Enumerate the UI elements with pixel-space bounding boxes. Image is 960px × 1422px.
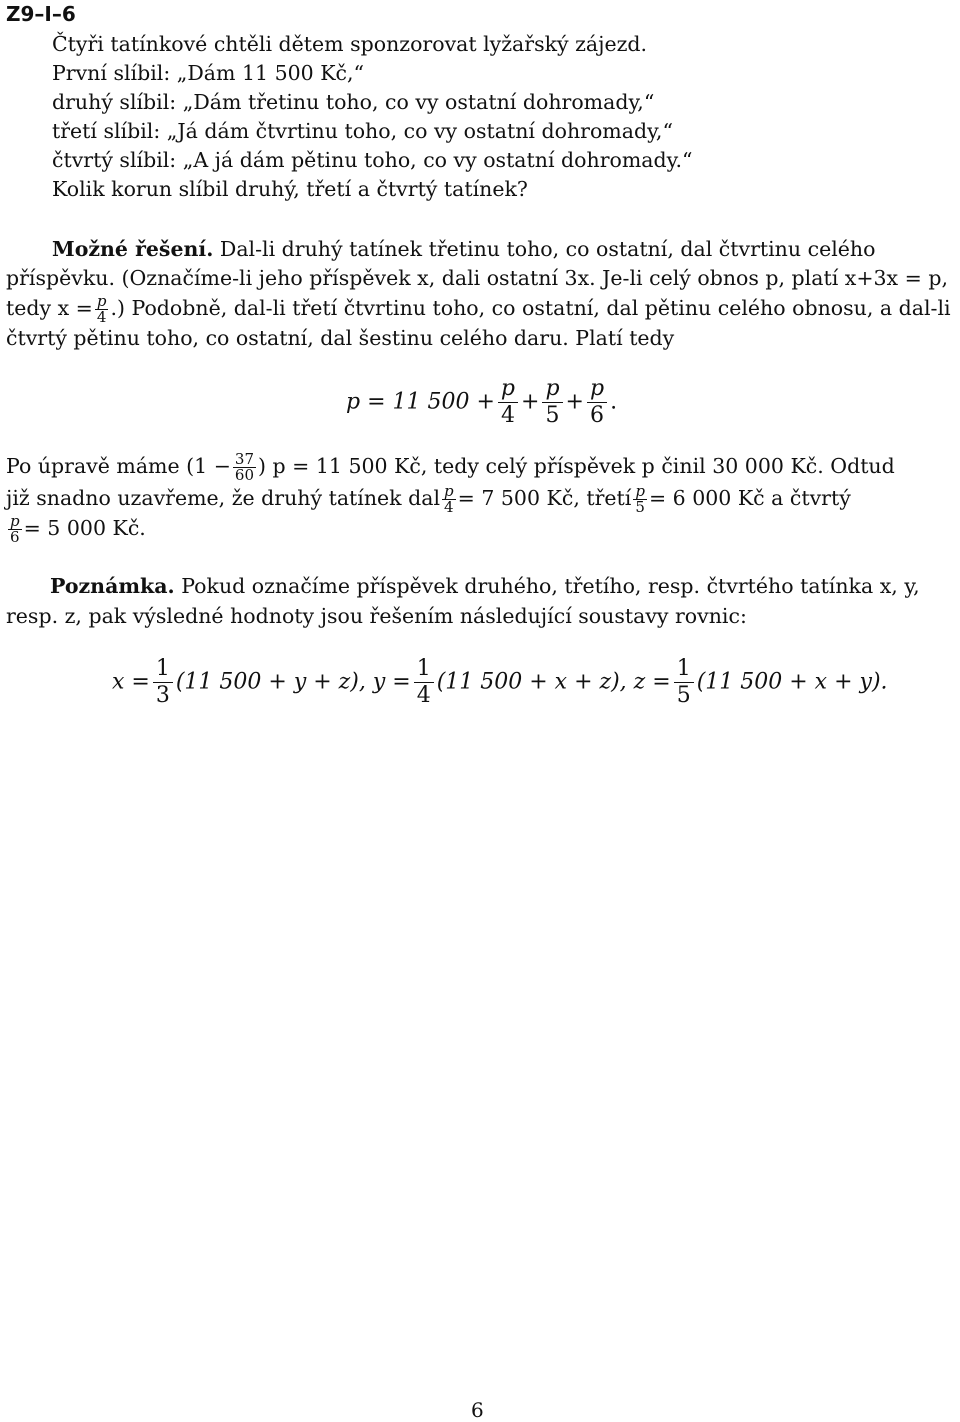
note-line-1: Poznámka. Pokud označíme příspěvek druhého, třetího, resp. čtvrtého tatínka x, y, xyxy=(50,574,920,598)
fraction-p-over-5: $\frac{p}{5}$ xyxy=(635,482,645,516)
fraction-p-over-4: $\frac{p}{4}$ xyxy=(498,376,518,429)
fraction-1-over-3: $\frac{1}{3}$ xyxy=(153,656,173,709)
solution-line-1 xyxy=(52,235,875,263)
solution-text-3a: tedy x = xyxy=(6,296,93,320)
problem-heading: Z9–I–6 xyxy=(6,2,76,26)
problem-line-4: třetí slíbil: „Já dám čtvrtinu toho, co vy ostatní dohromady,“ xyxy=(52,119,673,143)
solution-text-1: Dal-li druhý tatínek třetinu toho, co ostatní, dal čtvrtinu celého xyxy=(219,237,876,261)
fraction-p-over-6: $\frac{p}{6}$ xyxy=(587,376,607,429)
fraction-p-over-6: $\frac{p}{6}$ xyxy=(10,512,20,546)
solution-label: Možné řešení. xyxy=(52,237,214,261)
fraction-p-over-5: $\frac{p}{5}$ xyxy=(542,376,562,429)
result-line-2: již snadno uzavřeme, že druhý tatínek dal $\frac{p}{4}$ = 7 500 Kč, třetí $\frac{p}{5}$ = 6 000 Kč a čtvrtý xyxy=(6,482,851,516)
problem-line-2: První slíbil: „Dám 11 500 Kč,“ xyxy=(52,61,365,85)
problem-line-3: druhý slíbil: „Dám třetinu toho, co vy ostatní dohromady,“ xyxy=(52,90,655,114)
problem-line-5: čtvrtý slíbil: „A já dám pětinu toho, co vy ostatní dohromady.“ xyxy=(52,148,693,172)
problem-line-1: Čtyři tatínkové chtěli dětem sponzorovat lyžařský zájezd. xyxy=(52,32,648,56)
solution-line-3 xyxy=(6,294,951,325)
fraction-37-over-60: $\frac{37}{60}$ xyxy=(234,450,254,484)
page-number: 6 xyxy=(471,1398,484,1422)
result-line-3: $\frac{p}{6}$ = 5 000 Kč. xyxy=(10,512,146,546)
solution-line-4: čtvrtý pětinu toho, co ostatní, dal šestinu celého daru. Platí tedy xyxy=(6,326,675,350)
fraction-p-over-4: $\frac{p}{4}$ xyxy=(444,482,454,516)
result-line-1: Po úpravě máme (1 − $\frac{37}{60}$ ) p = 11 500 Kč, tedy celý příspěvek p činil 30 000 Kč. Odtud xyxy=(6,450,895,484)
fraction-1-over-4: $\frac{1}{4}$ xyxy=(414,656,434,709)
equation-total: p = 11 500 + $\frac{p}{4}$ + $\frac{p}{5}$ + $\frac{p}{6}$ . xyxy=(346,376,618,428)
note-label: Poznámka. xyxy=(50,574,175,598)
problem-question: Kolik korun slíbil druhý, třetí a čtvrtý tatínek? xyxy=(52,177,528,201)
solution-text-3b: .) Podobně, dal-li třetí čtvrtinu toho, co ostatní, dal pětinu celého obnosu, a dal-li xyxy=(110,296,951,320)
solution-line-2: příspěvku. (Označíme-li jeho příspěvek x, dali ostatní 3x. Je-li celý obnos p, platí x+3x = p, xyxy=(6,266,948,290)
equation-system: x = $\frac{1}{3}$ (11 500 + y + z), y = $\frac{1}{4}$ (11 500 + x + z), z = $\frac{1}{5}$ (11 500 + x + y). xyxy=(112,656,888,708)
fraction-1-over-5: $\frac{1}{5}$ xyxy=(674,656,694,709)
note-line-2: resp. z, pak výsledné hodnoty jsou řešením následující soustavy rovnic: xyxy=(6,604,747,628)
fraction-p-over-4: $\frac{p}{4}$ xyxy=(96,292,107,326)
